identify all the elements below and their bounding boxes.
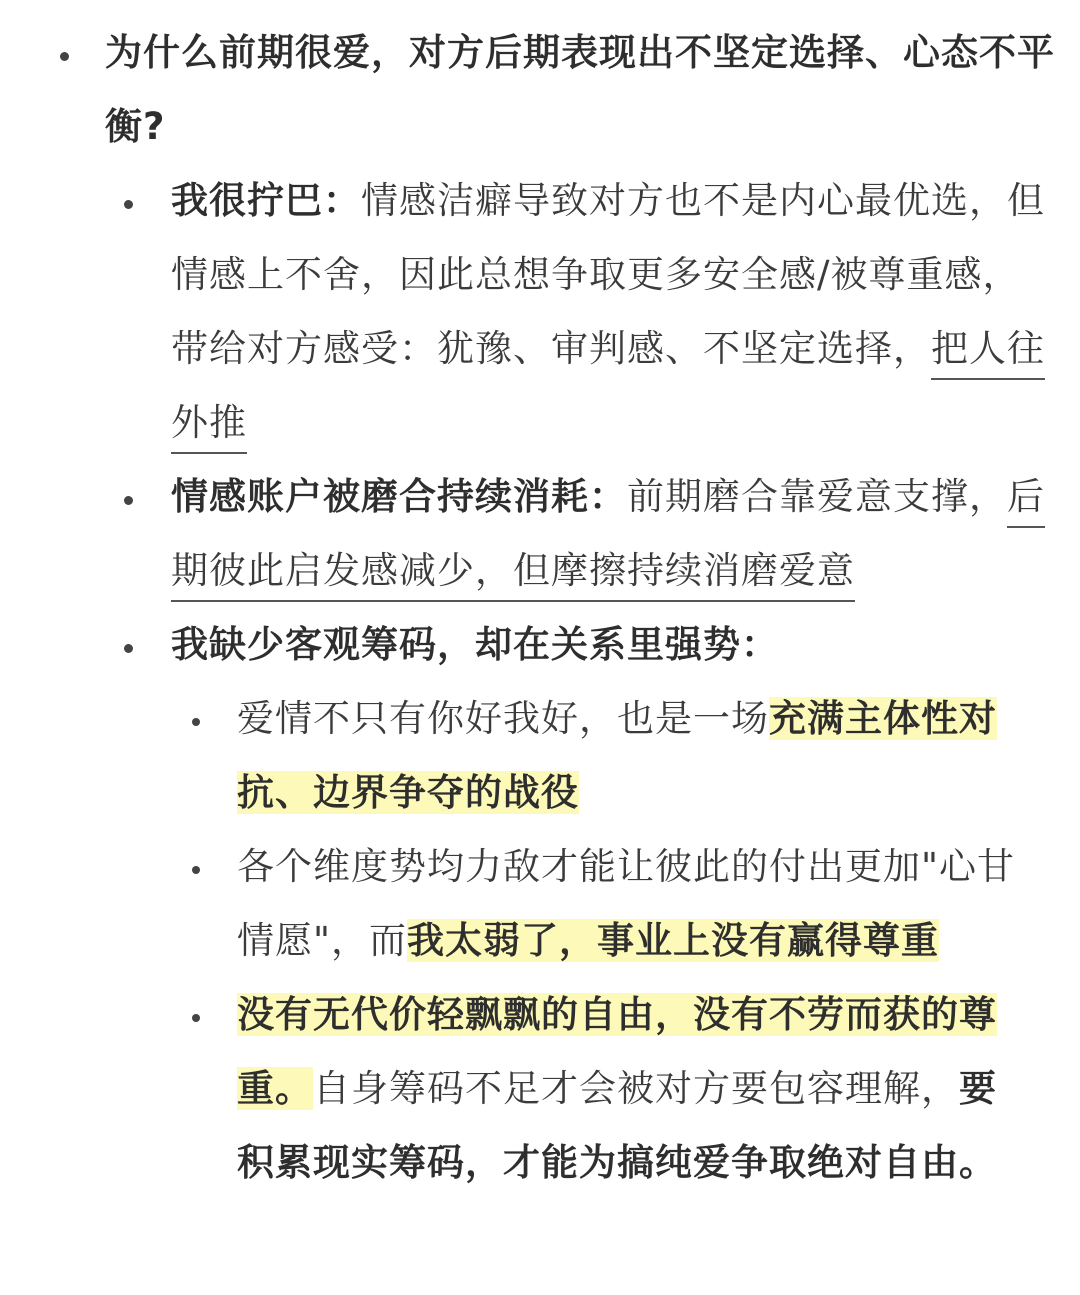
bullet-dot [192, 866, 200, 874]
bold-conclusion: 要积累现实筹码，才能为搞纯爱争取绝对自由。 [237, 1067, 997, 1184]
highlighted-text: 没有无代价轻飘飘的自由，没有不劳而获的尊重。 [237, 993, 997, 1110]
list-item-emotion-account [171, 460, 1056, 608]
bullet-dot [124, 200, 133, 209]
list-item-chips [171, 608, 1056, 682]
underlined-text: 把人往外推 [171, 327, 1045, 454]
sub-item-body: 各个维度势均力敌才能让彼此的付出更加"心甘情愿"，而 [237, 845, 1016, 962]
item-heading: 我缺少客观筹码，却在关系里强势： [171, 623, 779, 666]
sub-item-body: 爱情不只有你好我好，也是一场 [237, 697, 769, 740]
sub-item-balance [237, 830, 1037, 978]
bullet-dot [192, 1014, 200, 1022]
sub-item-body: 自身筹码不足才会被对方要包容理解， [313, 1067, 959, 1110]
sub-item-battle [237, 682, 1027, 830]
item-body: 前期磨合靠爱意支撑， [627, 475, 1007, 518]
item-body: 情感洁癖导致对方也不是内心最优选，但情感上不舍，因此总想争取更多安全感/被尊重感，带给对方感受：犹豫、审判感、不坚定选择， [171, 179, 1045, 370]
list-item-question [105, 16, 1055, 164]
list-item-niuba [171, 164, 1056, 460]
highlighted-text: 充满主体性对抗、边界争夺的战役 [237, 697, 997, 814]
item-heading: 我很拧巴： [171, 179, 361, 222]
underlined-text: 后期彼此启发感减少，但摩擦持续消磨爱意 [171, 475, 1045, 602]
item-heading: 情感账户被磨合持续消耗： [171, 475, 627, 518]
question-text: 为什么前期很爱，对方后期表现出不坚定选择、心态不平衡? [105, 31, 1055, 148]
bullet-dot [124, 496, 133, 505]
highlighted-text: 我太弱了，事业上没有赢得尊重 [407, 919, 940, 962]
bullet-dot [192, 718, 200, 726]
bullet-dot [124, 644, 133, 653]
bullet-dot [60, 52, 69, 61]
sub-item-freedom [237, 978, 1027, 1200]
